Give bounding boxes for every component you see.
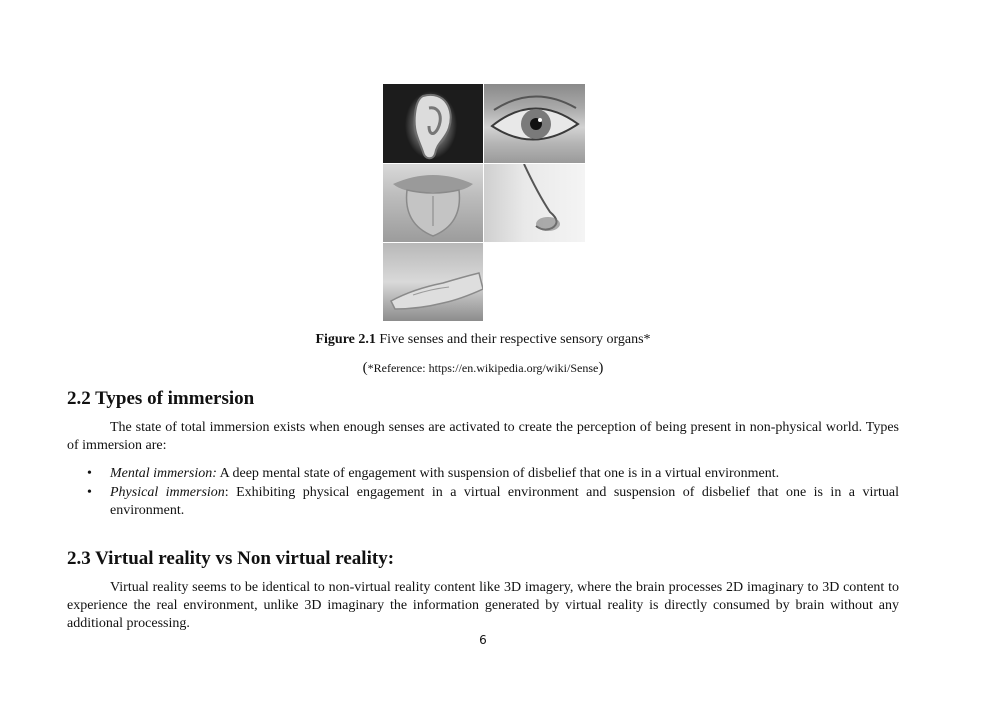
eye-image	[484, 84, 585, 163]
section-heading-vr-vs-non-vr: 2.3 Virtual reality vs Non virtual reality:	[67, 548, 395, 569]
hand-image	[383, 243, 483, 321]
tongue-image	[383, 164, 483, 242]
definition-mental-immersion: A deep mental state of engagement with suspension of disbelief that one is in a virtual environment.	[216, 466, 780, 481]
nose-image	[484, 164, 585, 242]
reference-close-paren: )	[598, 360, 604, 376]
immersion-intro-paragraph: The state of total immersion exists when enough senses are activated to create the perception of being present in non-physical world. Types of immersion are:	[67, 420, 899, 453]
bullet-icon: •	[87, 485, 92, 500]
figure-reference	[0, 359, 966, 377]
figure-label: Figure 2.1	[315, 332, 376, 347]
list-item-physical-immersion	[67, 484, 899, 520]
figure-caption-text: Five senses and their respective sensory organs*	[375, 332, 651, 347]
ear-image	[383, 84, 483, 163]
bullet-icon: •	[87, 466, 92, 481]
definition-physical-immersion: : Exhibiting physical engagement in a virtual environment and suspension of disbelief that one is in a virtual environment.	[110, 485, 899, 518]
page-number: 6	[479, 633, 487, 647]
vr-comparison-paragraph: Virtual reality seems to be identical to non-virtual reality content like 3D imagery, where the brain processes 2D imaginary to 3D content to experience the real environment, unlike 3D imaginary the information generated by virtual reality is directly consumed by brain without any additional processing.	[67, 580, 899, 631]
figure-caption	[0, 331, 966, 349]
section-heading-types-of-immersion: 2.2 Types of immersion	[67, 388, 255, 409]
reference-open-paren: (	[362, 360, 368, 376]
five-senses-figure	[383, 84, 585, 321]
reference-text: *Reference: https://en.wikipedia.org/wiki/Sense	[367, 361, 599, 375]
list-item-mental-immersion	[67, 465, 899, 483]
immersion-types-list	[67, 465, 899, 521]
term-physical-immersion: Physical immersion	[110, 485, 225, 500]
term-mental-immersion: Mental immersion:	[110, 466, 217, 481]
